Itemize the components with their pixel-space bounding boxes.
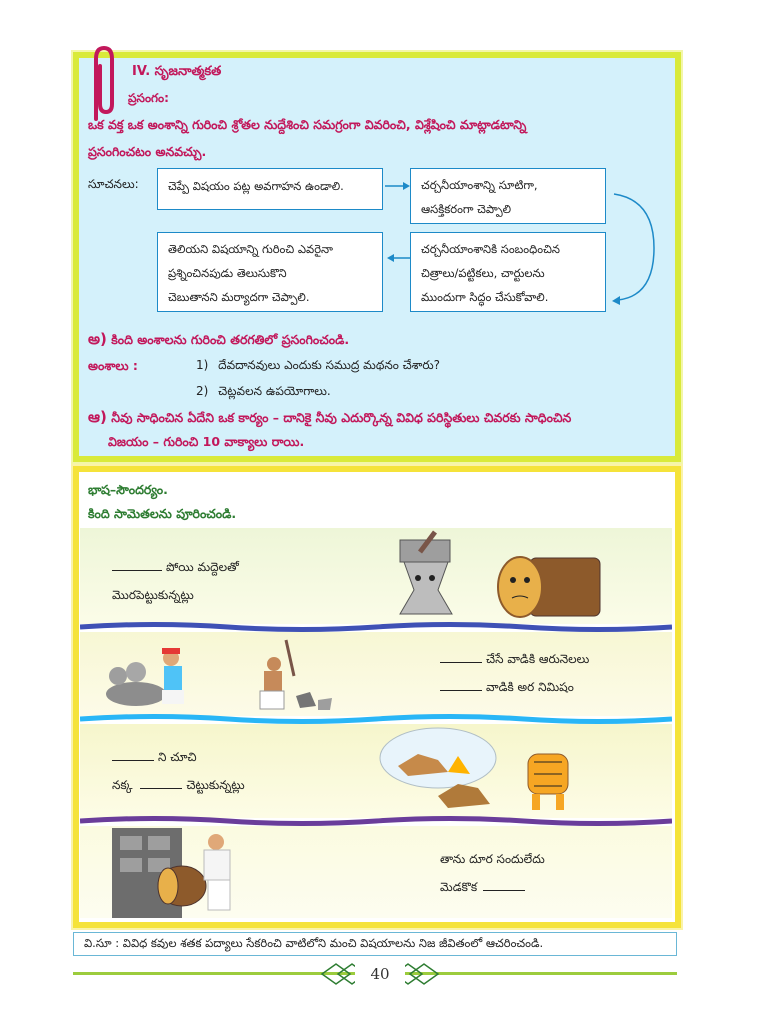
workers-illustration xyxy=(96,636,336,716)
arrow-left-icon xyxy=(387,254,394,262)
hint-text: ఆసక్తికరంగా చెప్పాలి xyxy=(421,202,512,216)
hint-text: చిత్రాలు/పట్టికలు, చార్టులను xyxy=(421,266,545,280)
teacher-note: వి.సూ : వివిధ కవుల శతక పద్యాలు సేకరించి వాటిలోని మంచి విషయాలను నిజ జీవితంలో ఆచరించండి. xyxy=(73,932,677,956)
task-a-marker: అ) xyxy=(88,330,107,348)
hint-box-3 xyxy=(157,232,383,312)
proverb-3-line-1 xyxy=(112,750,197,767)
answer-blank[interactable] xyxy=(140,788,182,789)
hint-box-2 xyxy=(410,168,606,224)
task-b-line-2: విజయం – గురించి 10 వాక్యాలు రాయి. xyxy=(108,434,305,449)
proverb-1-line-2: మొరపెట్టుకున్నట్లు xyxy=(112,588,194,602)
topic-1-number: 1) xyxy=(196,358,209,372)
hint-text: చర్చనీయాంశానికి సంబంధించిన xyxy=(421,242,560,256)
proverb-text: ని చూచి xyxy=(158,750,197,764)
hints-label: సూచనలు: xyxy=(88,177,139,191)
proverb-2-line-1 xyxy=(440,652,589,669)
mortar-and-drum-illustration xyxy=(380,530,610,622)
language-section-title: భాష–సౌందర్యం. xyxy=(88,482,168,497)
drum-pushing-illustration xyxy=(112,828,262,918)
curved-arrow-icon xyxy=(606,190,658,306)
arrow-right-icon xyxy=(403,182,410,190)
proverb-2-line-2 xyxy=(440,680,574,697)
task-b-marker: ఆ) xyxy=(88,408,107,426)
answer-blank[interactable] xyxy=(440,690,482,691)
hint-text: ప్రశ్నించినపుడు తెలుసుకొని xyxy=(168,266,287,280)
hint-text: చర్చనీయాంశాన్ని సూటిగా, xyxy=(421,178,538,192)
section-title: IV. సృజనాత్మకత xyxy=(132,64,222,79)
proverb-text: చెట్టుకున్నట్లు xyxy=(186,778,245,792)
answer-blank[interactable] xyxy=(112,760,154,761)
topic-1-text: దేవదానవులు ఎందుకు సముద్ర మథనం చేశారు? xyxy=(218,358,441,372)
topics-label: అంశాలు : xyxy=(88,358,138,373)
topic-2-text: చెట్లవలన ఉపయోగాలు. xyxy=(218,384,331,398)
hint-text: ముందుగా సిద్ధం చేసుకోవాలి. xyxy=(421,290,549,304)
fox-and-tiger-illustration xyxy=(378,726,590,818)
wave-divider xyxy=(80,622,672,632)
flow-arrows xyxy=(383,178,413,278)
intro-line-1: ఒక వక్త ఒక అంశాన్ని గురించి శ్రోతల నుద్దేశించి సమగ్రంగా వివరించి, విశ్లేషించి మాట్లాడటాన్ని xyxy=(88,117,527,132)
proverb-4-line-1: తాను దూర సందులేదు xyxy=(440,852,545,866)
hint-box-4 xyxy=(410,232,606,312)
hint-text: చెబుతానని మర్యాదగా చెప్పాలి. xyxy=(168,290,310,304)
hint-text: చెప్పే విషయం పట్ల అవగాహన ఉండాలి. xyxy=(168,179,344,193)
proverb-instruction: కింది సామెతలను పూరించండి. xyxy=(88,506,237,521)
task-b xyxy=(88,408,571,430)
topic-1 xyxy=(196,358,440,375)
hint-text: తెలియని విషయాన్ని గురించి ఎవరైనా xyxy=(168,242,333,256)
proverb-text: మెడకొక xyxy=(440,880,478,894)
proverb-1-line-1 xyxy=(112,560,239,577)
proverb-text: చేసే వాడికి ఆరునెలలు xyxy=(486,652,590,666)
proverb-text: వాడికి అర నిమిషం xyxy=(486,680,574,694)
speech-heading: ప్రసంగం: xyxy=(128,91,169,105)
page-number: 40 xyxy=(355,962,405,986)
hint-box-1 xyxy=(157,168,383,210)
proverb-text: పోయి మద్దెలతో xyxy=(166,560,239,574)
intro-line-2: ప్రసంగించటం అనవచ్చు. xyxy=(88,144,207,159)
proverb-3-line-2 xyxy=(112,778,245,795)
proverb-text: నక్క xyxy=(112,778,133,792)
topic-2 xyxy=(196,384,331,401)
topic-2-number: 2) xyxy=(196,384,209,398)
answer-blank[interactable] xyxy=(112,570,162,571)
answer-blank[interactable] xyxy=(483,890,525,891)
task-a-text: కింది అంశాలను గురించి తరగతిలో ప్రసంగించండి. xyxy=(111,332,350,347)
task-a xyxy=(88,330,349,352)
proverb-4-line-2 xyxy=(440,880,529,897)
answer-blank[interactable] xyxy=(440,662,482,663)
task-b-line-1: నీవు సాధించిన ఏదేని ఒక కార్యం – దానికై నీవు ఎదుర్కొన్న వివిధ పరిస్థితులు చివరకు సాధించిన xyxy=(111,410,572,425)
